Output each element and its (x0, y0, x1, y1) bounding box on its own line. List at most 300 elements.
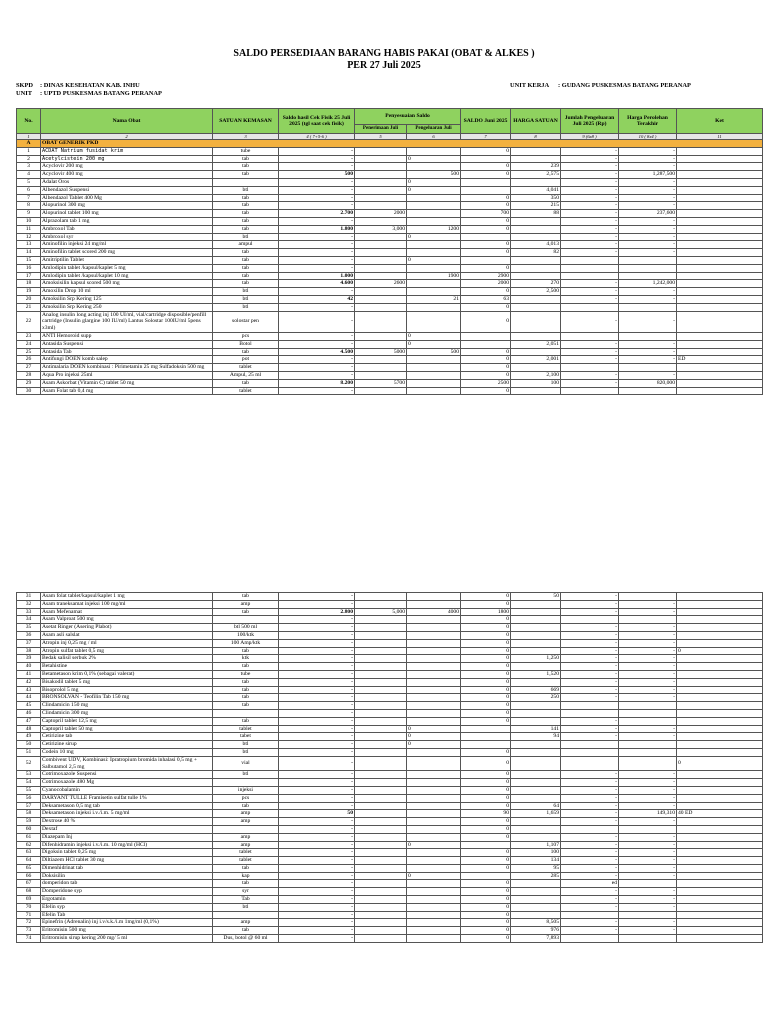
pengeluaran-cell (407, 202, 461, 210)
jumlah-cell: - (561, 818, 619, 826)
saldo-juni-cell: 0 (461, 655, 511, 663)
drug-name: Difenhidramin injeksi i.v./i.m. 10 mg/ml (HCl) (41, 841, 213, 849)
penerimaan-cell (355, 857, 407, 865)
penerimaan-cell (355, 896, 407, 904)
saldo-cell: - (279, 880, 355, 888)
saldo-juni-cell: 0 (461, 880, 511, 888)
ket-cell (677, 825, 763, 833)
pengeluaran-cell: 0 (407, 872, 461, 880)
penerimaan-cell (355, 903, 407, 911)
unit-kerja-line (510, 82, 691, 89)
table-row (17, 709, 763, 717)
row-number: 3 (17, 163, 41, 171)
saldo-juni-cell: 0 (461, 919, 511, 927)
pengeluaran-cell (407, 717, 461, 725)
pengeluaran-cell (407, 802, 461, 810)
saldo-juni-cell: 0 (461, 147, 511, 155)
saldo-cell: - (279, 264, 355, 272)
skpd-label: SKPD (16, 82, 34, 89)
drug-name: Betahistine (41, 663, 213, 671)
jumlah-cell: - (561, 888, 619, 896)
drug-name: Asam Folat tab 0,4 mg (41, 387, 213, 395)
pengeluaran-cell (407, 600, 461, 608)
ket-cell (677, 663, 763, 671)
unit-cell: tab (213, 593, 279, 601)
drug-name: Cyanocobalamin (41, 786, 213, 794)
unit-cell: amp (213, 810, 279, 818)
harga-cell (511, 903, 561, 911)
saldo-cell: - (279, 841, 355, 849)
row-number: 65 (17, 864, 41, 872)
jumlah-cell: - (561, 927, 619, 935)
row-number: 74 (17, 935, 41, 943)
table-row (17, 371, 763, 379)
row-number: 6 (17, 186, 41, 194)
row-number: 67 (17, 880, 41, 888)
table-row (17, 794, 763, 802)
drug-name: Amlodipin tablet /kapsul/kaplet 5 mg (41, 264, 213, 272)
jumlah-cell: - (561, 280, 619, 288)
saldo-cell: - (279, 927, 355, 935)
table-row (17, 841, 763, 849)
saldo-juni-cell: 0 (461, 364, 511, 372)
unit-cell: 100/ktk (213, 631, 279, 639)
saldo-juni-cell: 90 (461, 810, 511, 818)
ket-cell (677, 348, 763, 356)
penerimaan-cell (355, 779, 407, 787)
unit-cell: 100 Amp/ktk (213, 639, 279, 647)
drug-name: Amitriptilin Tablet (41, 256, 213, 264)
drug-name: Bisakodil tablet 5 mg (41, 678, 213, 686)
unit-cell: tube (213, 670, 279, 678)
perolehan-cell (619, 911, 677, 919)
jumlah-cell (561, 748, 619, 756)
jumlah-cell: - (561, 864, 619, 872)
perolehan-cell (619, 702, 677, 710)
unit-cell: btl (213, 303, 279, 311)
perolehan-cell: - (619, 733, 677, 741)
perolehan-cell: - (619, 833, 677, 841)
perolehan-cell: - (619, 147, 677, 155)
drug-name: Ambroxol syr (41, 233, 213, 241)
jumlah-cell: - (561, 802, 619, 810)
drug-name: Asam asli salslat (41, 631, 213, 639)
jumlah-cell (561, 272, 619, 280)
saldo-cell: - (279, 670, 355, 678)
unit-cell: btl (213, 771, 279, 779)
unit-cell: btl (213, 186, 279, 194)
table-row (17, 624, 763, 632)
pengeluaran-cell (407, 779, 461, 787)
saldo-cell: - (279, 178, 355, 186)
penerimaan-cell: 5700 (355, 379, 407, 387)
harga-cell (511, 178, 561, 186)
ket-cell (677, 272, 763, 280)
unit-cell: ampul (213, 241, 279, 249)
penerimaan-cell (355, 880, 407, 888)
saldo-cell: - (279, 857, 355, 865)
saldo-juni-cell: 0 (461, 194, 511, 202)
saldo-cell: - (279, 371, 355, 379)
perolehan-cell: - (619, 356, 677, 364)
harga-cell (511, 624, 561, 632)
row-number: 36 (17, 631, 41, 639)
saldo-cell: - (279, 631, 355, 639)
table-row (17, 935, 763, 943)
harga-cell (511, 303, 561, 311)
table-row (17, 919, 763, 927)
table-row (17, 639, 763, 647)
saldo-juni-cell: 700 (461, 210, 511, 218)
saldo-cell: - (279, 147, 355, 155)
pengeluaran-cell (407, 163, 461, 171)
ket-cell (677, 903, 763, 911)
perolehan-cell: - (619, 802, 677, 810)
row-number: 9 (17, 210, 41, 218)
row-number: 66 (17, 872, 41, 880)
jumlah-cell (561, 264, 619, 272)
row-number: 54 (17, 779, 41, 787)
unit-cell: btl (213, 233, 279, 241)
drug-name: Bedak salisil serbuk 2% (41, 655, 213, 663)
category-code: A (17, 140, 41, 148)
ket-cell (677, 833, 763, 841)
ket-cell (677, 387, 763, 395)
row-number: 52 (17, 756, 41, 771)
ket-cell (677, 163, 763, 171)
pengeluaran-cell (407, 911, 461, 919)
harga-cell: 285 (511, 872, 561, 880)
row-number: 73 (17, 927, 41, 935)
penerimaan-cell (355, 741, 407, 749)
jumlah-cell: - (561, 249, 619, 257)
ket-cell (677, 280, 763, 288)
row-number: 59 (17, 818, 41, 826)
harga-cell (511, 818, 561, 826)
jumlah-cell: - (561, 655, 619, 663)
drug-name: Combivent UDV, Kombinasi: Ipratropium bromida inhalasi 0,5 mg + Salbutamol 2,5 mg (41, 756, 213, 771)
pengeluaran-cell (407, 825, 461, 833)
saldo-cell: - (279, 849, 355, 857)
row-number: 35 (17, 624, 41, 632)
table-row (17, 903, 763, 911)
saldo-juni-cell: 0 (461, 356, 511, 364)
table-row (17, 825, 763, 833)
penerimaan-cell (355, 919, 407, 927)
table-row (17, 600, 763, 608)
perolehan-cell: - (619, 202, 677, 210)
unit-cell: btl (213, 295, 279, 303)
drug-name: Asam Mefenamat (41, 608, 213, 616)
saldo-cell: - (279, 678, 355, 686)
row-number: 72 (17, 919, 41, 927)
saldo-juni-cell: 0 (461, 771, 511, 779)
jumlah-cell: - (561, 670, 619, 678)
ket-cell (677, 295, 763, 303)
penerimaan-cell (355, 600, 407, 608)
jumlah-cell: - (561, 639, 619, 647)
table-row (17, 888, 763, 896)
row-number: 22 (17, 311, 41, 332)
table-row (17, 256, 763, 264)
harga-cell: 4,041 (511, 186, 561, 194)
table-row (17, 303, 763, 311)
perolehan-cell (619, 272, 677, 280)
jumlah-cell: - (561, 694, 619, 702)
pengeluaran-cell (407, 241, 461, 249)
perolehan-cell (619, 935, 677, 943)
drug-name: Acyclovir 400 mg (41, 171, 213, 179)
drug-name: Cotrimoxazole Suspensi (41, 771, 213, 779)
col-number: 2 (41, 134, 213, 140)
saldo-cell: - (279, 387, 355, 395)
penerimaan-cell (355, 178, 407, 186)
pengeluaran-cell: 21 (407, 295, 461, 303)
penerimaan-cell (355, 802, 407, 810)
jumlah-cell: - (561, 678, 619, 686)
unit-cell: ktk (213, 655, 279, 663)
ket-cell (677, 888, 763, 896)
table-row (17, 880, 763, 888)
jumlah-cell: - (561, 194, 619, 202)
col-number: 5 (355, 134, 407, 140)
penerimaan-cell (355, 288, 407, 296)
saldo-juni-cell: 0 (461, 371, 511, 379)
inventory-table-bottom (16, 592, 763, 943)
row-number: 68 (17, 888, 41, 896)
drug-name: Domperidone syp (41, 888, 213, 896)
ket-cell (677, 896, 763, 904)
ket-cell (677, 779, 763, 787)
pengeluaran-cell (407, 702, 461, 710)
drug-name: Acetylcistein 200 mg (41, 155, 213, 163)
harga-cell (511, 741, 561, 749)
drug-name: Captopril tablet 12,5 mg (41, 717, 213, 725)
row-number: 47 (17, 717, 41, 725)
unit-cell (213, 911, 279, 919)
harga-cell (511, 348, 561, 356)
unit-cell: Botol (213, 340, 279, 348)
pengeluaran-cell (407, 756, 461, 771)
penerimaan-cell (355, 663, 407, 671)
penerimaan-cell (355, 833, 407, 841)
saldo-cell: - (279, 202, 355, 210)
pengeluaran-cell (407, 647, 461, 655)
saldo-cell: - (279, 872, 355, 880)
jumlah-cell (561, 332, 619, 340)
harga-cell: 2,500 (511, 288, 561, 296)
harga-cell (511, 647, 561, 655)
pengeluaran-cell (407, 786, 461, 794)
harga-cell: 4,013 (511, 241, 561, 249)
drug-name: Dextaf (41, 825, 213, 833)
harga-cell: 2,001 (511, 356, 561, 364)
row-number: 46 (17, 709, 41, 717)
table-row (17, 225, 763, 233)
saldo-cell: - (279, 194, 355, 202)
drug-name: ANTI Hemoroid supp (41, 332, 213, 340)
row-number: 28 (17, 371, 41, 379)
saldo-cell: - (279, 364, 355, 372)
ket-cell (677, 911, 763, 919)
harga-cell: 94 (511, 733, 561, 741)
row-number: 4 (17, 171, 41, 179)
col-ket: Ket (677, 109, 763, 134)
drug-name: BRONSOLVAN - Teofilin Tab 150 mg (41, 694, 213, 702)
saldo-cell: - (279, 725, 355, 733)
table-row (17, 818, 763, 826)
row-number: 5 (17, 178, 41, 186)
skpd-value: : DINAS KESEHATAN KAB. INHU (40, 82, 140, 89)
ket-cell (677, 927, 763, 935)
jumlah-cell (561, 756, 619, 771)
col-pengeluaran: Pengeluaran Juli (407, 125, 461, 134)
saldo-juni-cell: 0 (461, 756, 511, 771)
pengeluaran-cell: 0 (407, 155, 461, 163)
ket-cell (677, 794, 763, 802)
row-number: 20 (17, 295, 41, 303)
table-row (17, 802, 763, 810)
saldo-juni-cell: 0 (461, 911, 511, 919)
row-number: 29 (17, 379, 41, 387)
row-number: 57 (17, 802, 41, 810)
perolehan-cell (619, 709, 677, 717)
row-number: 44 (17, 694, 41, 702)
perolehan-cell: - (619, 295, 677, 303)
jumlah-cell: - (561, 155, 619, 163)
row-number: 32 (17, 600, 41, 608)
harga-cell (511, 880, 561, 888)
unit-cell: Tab (213, 896, 279, 904)
col-jumlah-pengeluaran: Jumlah Pengeluaran Juli 2025 (Rp) (561, 109, 619, 134)
drug-name: Clindamicin 150 mg (41, 702, 213, 710)
penerimaan-cell (355, 810, 407, 818)
penerimaan-cell (355, 794, 407, 802)
saldo-cell: - (279, 686, 355, 694)
penerimaan-cell (355, 624, 407, 632)
harga-cell (511, 896, 561, 904)
penerimaan-cell (355, 694, 407, 702)
drug-name: Ergotamin (41, 896, 213, 904)
saldo-juni-cell: 0 (461, 686, 511, 694)
row-number: 62 (17, 841, 41, 849)
pengeluaran-cell: 4000 (407, 608, 461, 616)
row-number: 61 (17, 833, 41, 841)
perolehan-cell: - (619, 779, 677, 787)
perolehan-cell: 1,242,000 (619, 280, 677, 288)
pengeluaran-cell: 0 (407, 733, 461, 741)
penerimaan-cell (355, 217, 407, 225)
unit-cell: pcs (213, 794, 279, 802)
saldo-cell: - (279, 888, 355, 896)
unit-cell: tab (213, 210, 279, 218)
row-number: 53 (17, 771, 41, 779)
jumlah-cell: - (561, 903, 619, 911)
penerimaan-cell (355, 655, 407, 663)
row-number: 2 (17, 155, 41, 163)
saldo-juni-cell: 0 (461, 935, 511, 943)
ket-cell: 40 ED (677, 810, 763, 818)
ket-cell (677, 771, 763, 779)
harga-cell: 270 (511, 280, 561, 288)
col-saldo-juni: SALDO Juni 2025 (461, 109, 511, 134)
pengeluaran-cell (407, 864, 461, 872)
jumlah-cell: - (561, 631, 619, 639)
skpd-line (16, 82, 140, 89)
saldo-juni-cell (461, 155, 511, 163)
table-row (17, 288, 763, 296)
saldo-cell: - (279, 733, 355, 741)
pengeluaran-cell (407, 919, 461, 927)
table-row (17, 631, 763, 639)
penerimaan-cell (355, 233, 407, 241)
pengeluaran-cell (407, 748, 461, 756)
pengeluaran-cell (407, 303, 461, 311)
saldo-juni-cell: 0 (461, 896, 511, 904)
table-row (17, 210, 763, 218)
unit-cell: tab (213, 694, 279, 702)
penerimaan-cell (355, 356, 407, 364)
perolehan-cell: - (619, 178, 677, 186)
col-harga-satuan: HARGA SATUAN (511, 109, 561, 134)
table-row (17, 332, 763, 340)
harga-cell: 134 (511, 857, 561, 865)
jumlah-cell: - (561, 233, 619, 241)
harga-cell (511, 264, 561, 272)
unit-cell: btl 500 ml (213, 624, 279, 632)
penerimaan-cell (355, 725, 407, 733)
col-number: 6 (407, 134, 461, 140)
saldo-juni-cell: 0 (461, 264, 511, 272)
unit-cell: tab (213, 249, 279, 257)
drug-name: Dimenhidrinat tab (41, 864, 213, 872)
table-row (17, 733, 763, 741)
unit-cell: btl (213, 288, 279, 296)
ket-cell (677, 935, 763, 943)
saldo-cell: - (279, 356, 355, 364)
saldo-cell: - (279, 771, 355, 779)
unit-cell: amp (213, 833, 279, 841)
saldo-cell: - (279, 919, 355, 927)
perolehan-cell: - (619, 311, 677, 332)
table-row (17, 387, 763, 395)
row-number: 40 (17, 663, 41, 671)
pengeluaran-cell (407, 794, 461, 802)
penerimaan-cell (355, 717, 407, 725)
ket-cell (677, 786, 763, 794)
table-row (17, 864, 763, 872)
saldo-juni-cell: 0 (461, 241, 511, 249)
saldo-cell: - (279, 786, 355, 794)
harga-cell: 669 (511, 686, 561, 694)
saldo-cell: - (279, 288, 355, 296)
perolehan-cell: - (619, 186, 677, 194)
penerimaan-cell: 2600 (355, 280, 407, 288)
harga-cell (511, 771, 561, 779)
drug-name: Clindamicin 300 mg (41, 709, 213, 717)
penerimaan-cell (355, 786, 407, 794)
table-row (17, 741, 763, 749)
unit-cell: tab (213, 225, 279, 233)
drug-name: ACDAT Natrium fusidat krim (41, 147, 213, 155)
unit-cell: tab (213, 802, 279, 810)
pengeluaran-cell (407, 694, 461, 702)
col-satuan: SATUAN KEMASAN (213, 109, 279, 134)
penerimaan-cell (355, 340, 407, 348)
unit-cell (213, 825, 279, 833)
row-number: 58 (17, 810, 41, 818)
jumlah-cell: - (561, 733, 619, 741)
